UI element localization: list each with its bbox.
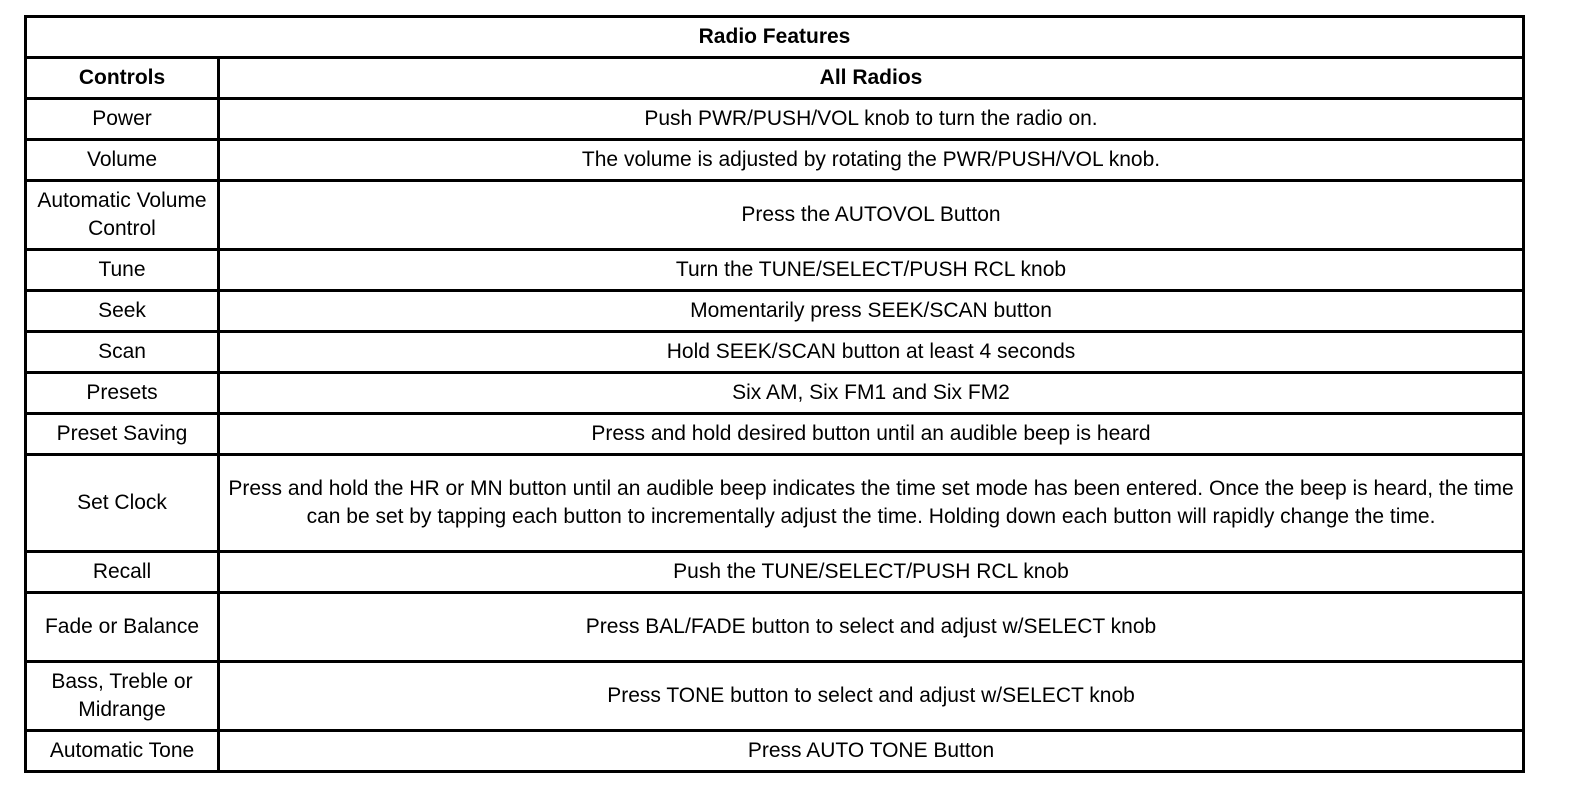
radio-features-table: [24, 15, 1525, 773]
control-cell: Preset Saving: [26, 414, 219, 455]
table-row: [26, 373, 1524, 414]
control-cell: Set Clock: [26, 455, 219, 552]
control-cell: Automatic Volume Control: [26, 181, 219, 250]
table-row: [26, 250, 1524, 291]
table-row: [26, 332, 1524, 373]
header-row: [26, 58, 1524, 99]
table-row: [26, 140, 1524, 181]
table-row: [26, 181, 1524, 250]
description-cell: Press the AUTOVOL Button: [219, 181, 1524, 250]
control-cell: Fade or Balance: [26, 593, 219, 662]
description-cell: Push the TUNE/SELECT/PUSH RCL knob: [219, 552, 1524, 593]
table-row: [26, 731, 1524, 772]
description-cell: Turn the TUNE/SELECT/PUSH RCL knob: [219, 250, 1524, 291]
description-cell: Momentarily press SEEK/SCAN button: [219, 291, 1524, 332]
column-header-controls: Controls: [26, 58, 219, 99]
description-cell: Six AM, Six FM1 and Six FM2: [219, 373, 1524, 414]
table-title: Radio Features: [26, 17, 1524, 58]
description-cell: Push PWR/PUSH/VOL knob to turn the radio on.: [219, 99, 1524, 140]
control-cell: Tune: [26, 250, 219, 291]
control-cell: Presets: [26, 373, 219, 414]
control-cell: Recall: [26, 552, 219, 593]
description-cell: Press and hold desired button until an audible beep is heard: [219, 414, 1524, 455]
description-cell: The volume is adjusted by rotating the PWR/PUSH/VOL knob.: [219, 140, 1524, 181]
description-cell: Press TONE button to select and adjust w/SELECT knob: [219, 662, 1524, 731]
table-row: [26, 593, 1524, 662]
table-row: [26, 414, 1524, 455]
control-cell: Power: [26, 99, 219, 140]
description-cell: Press BAL/FADE button to select and adjust w/SELECT knob: [219, 593, 1524, 662]
table-row: [26, 662, 1524, 731]
control-cell: Automatic Tone: [26, 731, 219, 772]
control-cell: Volume: [26, 140, 219, 181]
table-row: [26, 99, 1524, 140]
table-row: [26, 552, 1524, 593]
control-cell: Bass, Treble or Midrange: [26, 662, 219, 731]
control-cell: Seek: [26, 291, 219, 332]
column-header-all-radios: All Radios: [219, 58, 1524, 99]
description-cell: Press and hold the HR or MN button until an audible beep indicates the time set mode has been entered. Once the beep is heard, the time can be set by tapping each button to incrementally adjust the time. Holding down each button will rapidly change the time.: [219, 455, 1524, 552]
title-row: [26, 17, 1524, 58]
table-row: [26, 291, 1524, 332]
description-cell: Press AUTO TONE Button: [219, 731, 1524, 772]
control-cell: Scan: [26, 332, 219, 373]
description-cell: Hold SEEK/SCAN button at least 4 seconds: [219, 332, 1524, 373]
table-row: [26, 455, 1524, 552]
